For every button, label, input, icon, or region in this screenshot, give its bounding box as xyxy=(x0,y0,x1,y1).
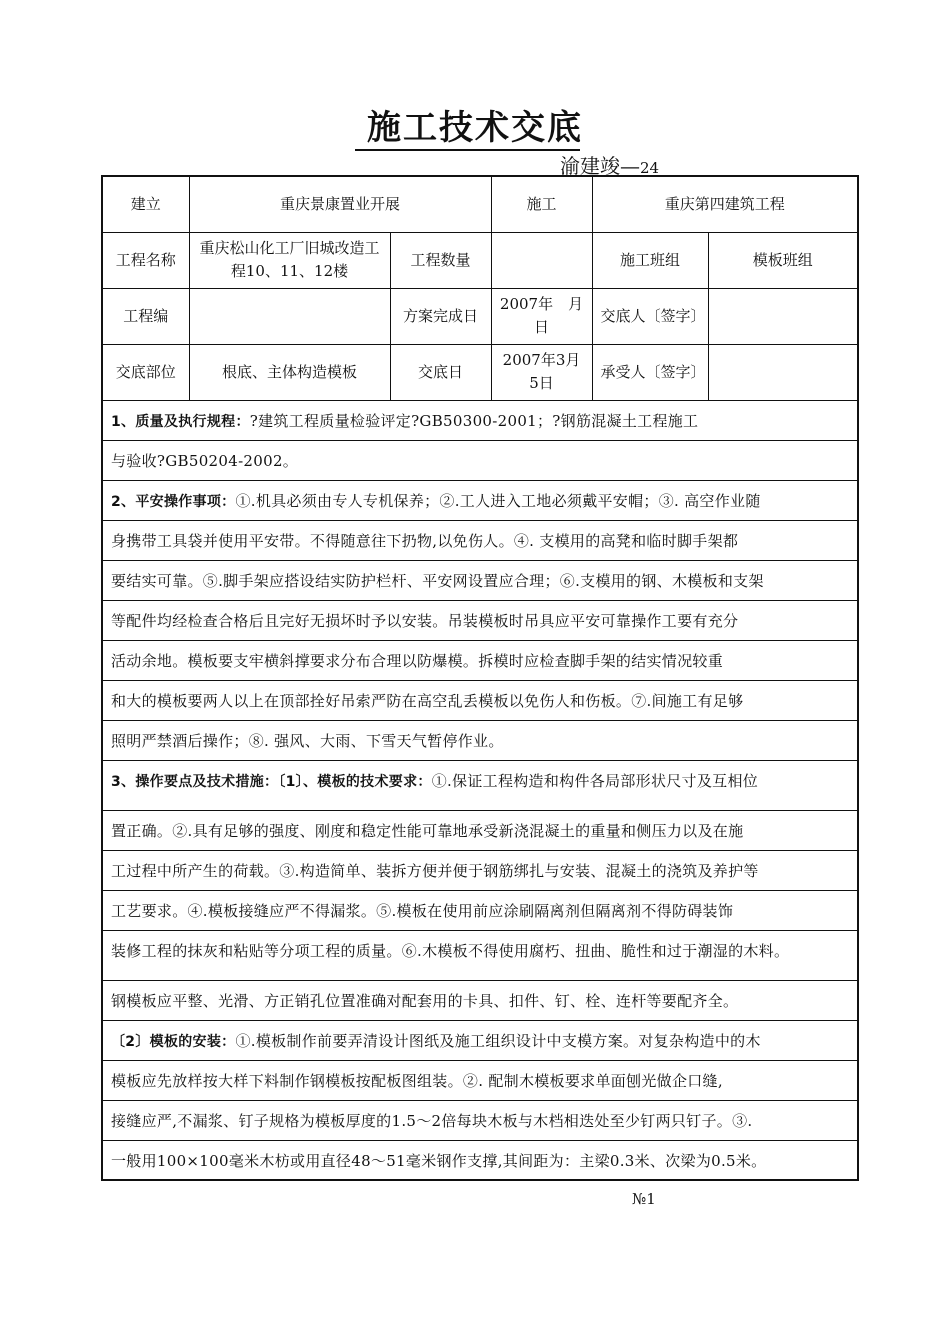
label-disclosure-date: 交底日 xyxy=(390,344,491,400)
section-1-row xyxy=(102,440,858,480)
section-3-row xyxy=(102,890,858,930)
section-3-heading: 3、操作要点及技术措施：〔1〕、模板的技术要求： xyxy=(111,773,432,790)
label-plan-completion-date: 方案完成日 xyxy=(390,288,491,344)
section-2-text: 身携带工具袋并使用平安带。不得随意往下扔物,以免伤人。④. 支模用的高凳和临时脚手架都 xyxy=(102,520,858,560)
form-row-construction-unit xyxy=(102,176,858,232)
label-recipient-signature: 承受人〔签字〕 xyxy=(592,344,708,400)
section-2-text: 和大的模板要两人以上在顶部拴好吊索严防在高空乱丢模板以免伤人和伤板。⑦.间施工有足够 xyxy=(102,680,858,720)
section-2-text: 等配件均经检查合格后且完好无损坏时予以安装。吊装模板时吊具应平安可靠操作工要有充分 xyxy=(102,600,858,640)
section-3-line xyxy=(102,760,858,810)
label-supervision: 建立 xyxy=(102,176,189,232)
section-4-text: ①.模板制作前要弄清设计图纸及施工组织设计中支模方案。对复杂构造中的木 xyxy=(235,1031,761,1050)
section-2-text: 活动余地。模板要支牢横斜撑要求分布合理以防爆模。拆模时应检查脚手架的结实情况较重 xyxy=(102,640,858,680)
section-1-heading: 1、质量及执行规程： xyxy=(111,413,250,430)
value-project-quantity xyxy=(491,232,592,288)
value-project-code xyxy=(189,288,390,344)
disclosure-form-table xyxy=(101,175,859,1181)
label-disclosure-part: 交底部位 xyxy=(102,344,189,400)
section-3-text: 钢模板应平整、光滑、方正销孔位置准确对配套用的卡具、扣件、钉、栓、连杆等要配齐全。 xyxy=(102,980,858,1020)
section-2-text: 照明严禁酒后操作；⑧. 强风、大雨、下雪天气暂停作业。 xyxy=(102,720,858,760)
section-4-row xyxy=(102,1060,858,1100)
section-4-text: 接缝应严,不漏浆、钉子规格为模板厚度的1.5～2倍每块木板与木档相迭处至少钉两只钉子。③. xyxy=(102,1100,858,1140)
label-discloser-signature: 交底人〔签字〕 xyxy=(592,288,708,344)
form-row-project-name xyxy=(102,232,858,288)
section-2-text: ①.机具必须由专人专机保养；②.工人进入工地必须戴平安帽；③. 高空作业随 xyxy=(235,491,761,510)
value-plan-completion-date: 2007年 月日 xyxy=(491,288,592,344)
label-work-team: 施工班组 xyxy=(592,232,708,288)
section-4-row xyxy=(102,1020,858,1060)
section-1-line xyxy=(102,400,858,440)
section-1-text: ?建筑工程质量检验评定?GB50300-2001；?钢筋混凝土工程施工 xyxy=(249,411,699,430)
label-construction: 施工 xyxy=(491,176,592,232)
section-3-text: 工过程中所产生的荷载。③.构造简单、装拆方便并便于钢筋绑扎与安装、混凝土的浇筑及养护等 xyxy=(102,850,858,890)
section-3-text: 置正确。②.具有足够的强度、刚度和稳定性能可靠地承受新浇混凝土的重量和侧压力以及在施 xyxy=(102,810,858,850)
section-2-line xyxy=(102,480,858,520)
value-work-team: 模板班组 xyxy=(708,232,858,288)
value-recipient-signature xyxy=(708,344,858,400)
section-2-row xyxy=(102,480,858,520)
value-project-name: 重庆松山化工厂旧城改造工程10、11、12楼 xyxy=(189,232,390,288)
section-3-row xyxy=(102,980,858,1020)
section-2-row xyxy=(102,520,858,560)
label-project-quantity: 工程数量 xyxy=(390,232,491,288)
document-title: 施工技术交底 xyxy=(367,108,583,148)
value-disclosure-date: 2007年3月5日 xyxy=(491,344,592,400)
section-2-text: 要结实可靠。⑤.脚手架应搭设结实防护栏杆、平安网设置应合理；⑥.支模用的钢、木模板和支架 xyxy=(102,560,858,600)
section-3-row xyxy=(102,850,858,890)
document-number-prefix: 渝建竣— xyxy=(560,154,640,178)
label-project-name: 工程名称 xyxy=(102,232,189,288)
section-3-row xyxy=(102,810,858,850)
section-4-line xyxy=(102,1020,858,1060)
section-3-text: 装修工程的抹灰和粘贴等分项工程的质量。⑥.木模板不得使用腐朽、扭曲、脆性和过于潮湿的木料。 xyxy=(102,930,858,980)
section-4-row xyxy=(102,1140,858,1180)
section-2-row xyxy=(102,560,858,600)
section-3-row xyxy=(102,930,858,980)
value-supervision-unit: 重庆景康置业开展 xyxy=(189,176,491,232)
section-2-row xyxy=(102,680,858,720)
section-2-row xyxy=(102,600,858,640)
section-4-row xyxy=(102,1100,858,1140)
form-row-disclosure-part xyxy=(102,344,858,400)
section-3-row xyxy=(102,760,858,810)
section-4-heading: 〔2〕模板的安装： xyxy=(111,1033,236,1050)
label-project-code: 工程编 xyxy=(102,288,189,344)
section-3-text: ①.保证工程构造和构件各局部形状尺寸及互相位 xyxy=(431,771,759,790)
page-number: №1 xyxy=(632,1190,656,1208)
section-2-row xyxy=(102,640,858,680)
value-disclosure-part: 根底、主体构造模板 xyxy=(189,344,390,400)
section-4-text: 一般用100×100毫米木枋或用直径48～51毫米钢作支撑,其间距为：主梁0.3米、次梁为0.5米。 xyxy=(102,1140,858,1180)
value-construction-unit: 重庆第四建筑工程 xyxy=(592,176,858,232)
section-4-text: 模板应先放样按大样下料制作钢模板按配板图组装。②. 配制木模板要求单面刨光做企口缝, xyxy=(102,1060,858,1100)
section-1-text: 与验收?GB50204-2002。 xyxy=(102,440,858,480)
section-3-text: 工艺要求。④.模板接缝应严不得漏浆。⑤.模板在使用前应涂刷隔离剂但隔离剂不得防碍装饰 xyxy=(102,890,858,930)
title-underline xyxy=(355,149,580,151)
form-row-project-code xyxy=(102,288,858,344)
section-2-row xyxy=(102,720,858,760)
section-1-row xyxy=(102,400,858,440)
document-number-value: 24 xyxy=(640,159,660,177)
value-discloser-signature xyxy=(708,288,858,344)
section-2-heading: 2、平安操作事项： xyxy=(111,493,236,510)
